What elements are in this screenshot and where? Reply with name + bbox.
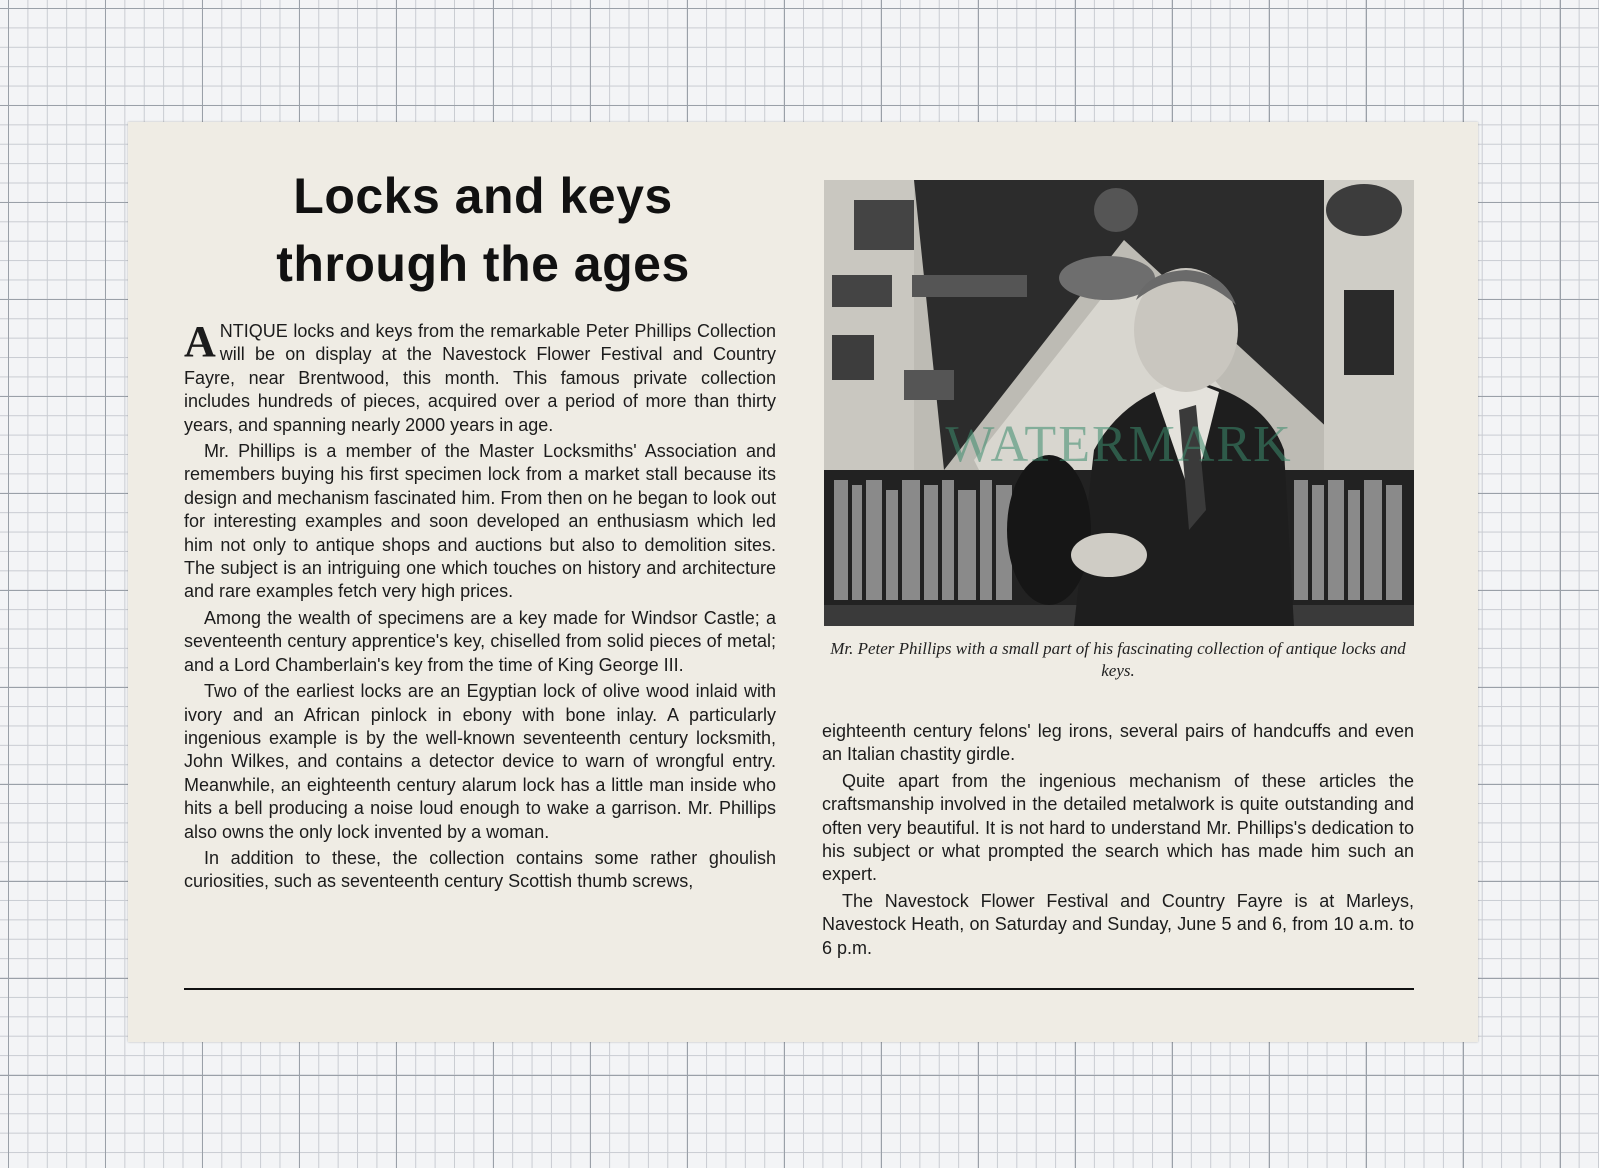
watermark: WATERMARK: [945, 416, 1293, 473]
photo-caption: Mr. Peter Phillips with a small part of his fascinating collection of antique locks and keys.: [830, 639, 1406, 680]
bottom-rule: [184, 988, 1414, 990]
paragraph-1-text: NTIQUE locks and keys from the remarkable Peter Phillips Collection will be on display at the Navestock Flower Festival and Country Fayre, near Brentwood, this month. This famous private collection includes hundreds of pieces, acquired over a period of more than thirty years, and spanning nearly 2000 years in age.: [184, 321, 776, 435]
newspaper-clipping: [128, 122, 1478, 1042]
left-column: [184, 317, 776, 897]
paragraph-4: Two of the earliest locks are an Egyptian lock of olive wood inlaid with ivory and an African pinlock in ebony with bone inlay. A particularly ingenious example is by the well-known seventeenth century locksmith, John Wilkes, and contains a detector device to warn of wrongful entry. Meanwhile, an eighteenth century alarum lock has a little man inside who hits a bell producing a noise loud enough to wake a garrison. Mr. Phillips also owns the only lock invented by a woman.: [184, 681, 776, 842]
paragraph-8: The Navestock Flower Festival and Country Fayre is at Marleys, Navestock Heath, on Saturday and Sunday, June 5 and 6, from 10 a.m. to 6 p.m.: [822, 890, 1414, 958]
photo-illustration: [824, 180, 1414, 626]
paragraph-1: [184, 317, 776, 437]
headline-line-2: through the ages: [276, 236, 690, 292]
headline-line-1: Locks and keys: [293, 168, 673, 224]
right-column: [822, 720, 1414, 963]
paragraph-2: Mr. Phillips is a member of the Master Locksmiths' Association and remembers buying his first specimen lock from a market stall because its design and mechanism fascinated him. From then on he began to look out for interesting examples and soon developed an enthusiasm which led him not only to antique shops and auctions but also to demolition sites. The subject is an intriguing one which touches on history and architecture and rare examples fetch very high prices.: [184, 441, 776, 602]
paragraph-6: eighteenth century felons' leg irons, several pairs of handcuffs and even an Italian chastity girdle.: [822, 721, 1414, 765]
photo-collector-with-locks: [824, 180, 1414, 626]
paragraph-5: In addition to these, the collection contains some rather ghoulish curiosities, such as seventeenth century Scottish thumb screws,: [184, 847, 776, 892]
paragraph-3: Among the wealth of specimens are a key made for Windsor Castle; a seventeenth century apprentice's key, chiselled from solid pieces of metal; and a Lord Chamberlain's key from the time of King George III.: [184, 607, 776, 675]
drop-cap: A: [184, 317, 216, 366]
paragraph-7: Quite apart from the ingenious mechanism of these articles the craftsmanship involved in the detailed metalwork is quite outstanding and often very beautiful. It is not hard to understand Mr. Phillips's dedication to his subject or what prompted the search which has made him such an expert.: [822, 770, 1414, 885]
headline: [258, 162, 708, 298]
